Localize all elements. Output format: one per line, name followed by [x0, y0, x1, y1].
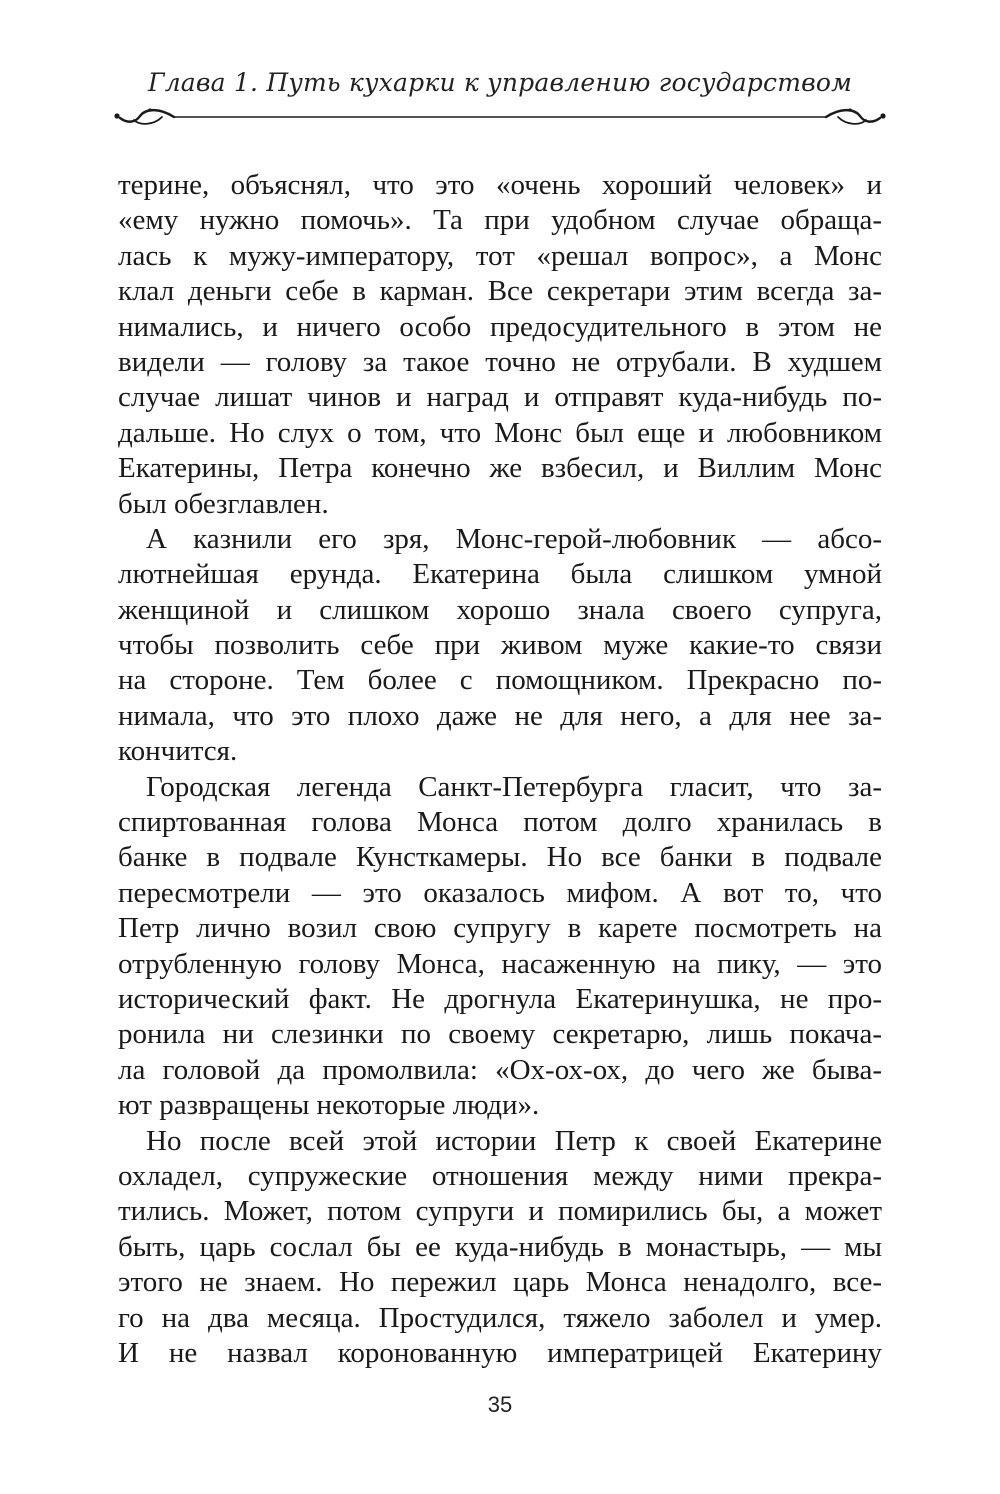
text-line: видели — голову за такое точно не отрубали. В худшем	[118, 345, 882, 378]
text-line: нимала, что это плохо даже не для него, а для нее за-	[118, 699, 882, 732]
running-header	[110, 60, 890, 130]
text-line: ют развращены некоторые люди».	[118, 1089, 540, 1122]
text-line: дальше. Но слух о том, что Монс был еще и любовником	[118, 416, 882, 449]
text-line: Петр лично возил свою супругу в карете посмотреть на	[118, 912, 882, 945]
text-line: ронила ни слезинки по своему секретарю, лишь покача-	[118, 1018, 882, 1051]
text-line: банке в подвале Кунсткамеры. Но все банки в подвале	[118, 841, 882, 874]
page-number: 35	[487, 1392, 513, 1417]
text-line: этого не знаем. Но пережил царь Монса ненадолго, все-	[118, 1266, 882, 1299]
text-line: исторический факт. Не дрогнула Екатеринушка, не про-	[118, 982, 882, 1015]
text-line: кончится.	[118, 735, 238, 768]
text-line: терине, объяснял, что это «очень хороший человек» и	[118, 169, 882, 201]
text-line: был обезглавлен.	[118, 487, 329, 520]
chapter-title: Глава 1. Путь кухарки к управлению государством	[147, 68, 853, 97]
text-line: пересмотрели — это оказалось мифом. А вот то, что	[118, 876, 882, 909]
text-line: нимались, и ничего особо предосудительного в этом не	[118, 310, 882, 343]
text-line: ла головой да промолвила: «Ох-ох-ох, до чего же быва-	[118, 1053, 882, 1086]
body-text	[118, 168, 882, 1371]
text-line: «ему нужно помочь». Та при удобном случае обраща-	[118, 204, 882, 237]
text-line: быть, царь сослал бы ее куда-нибудь в монастырь, — мы	[118, 1230, 882, 1263]
text-line: спиртованная голова Монса потом долго хранилась в	[118, 806, 882, 839]
text-line: чтобы позволить себе при живом муже какие-то связи	[118, 629, 882, 662]
text-line: А казнили его зря, Монс-герой-любовник — абсо-	[146, 522, 882, 555]
text-line: И не назвал коронованную императрицей Екатерину	[118, 1336, 882, 1369]
text-line: лютнейшая ерунда. Екатерина была слишком умной	[118, 558, 882, 591]
text-line: Городская легенда Санкт-Петербурга гласит, что за-	[146, 770, 882, 803]
text-line: женщиной и слишком хорошо знала своего супруга,	[118, 593, 882, 626]
text-line: на стороне. Тем более с помощником. Прекрасно по-	[118, 664, 882, 697]
text-line: отрубленную голову Монса, насаженную на пику, — это	[118, 947, 882, 980]
text-line: тились. Может, потом супруги и помирились бы, а может	[118, 1195, 882, 1228]
text-line: случае лишат чинов и наград и отправят куда-нибудь по-	[118, 381, 882, 414]
text-line: охладел, супружеские отношения между ними прекра-	[118, 1159, 882, 1192]
text-line: го на два месяца. Простудился, тяжело заболел и умер.	[118, 1301, 882, 1334]
ornamental-divider	[110, 104, 890, 130]
text-line: Но после всей этой истории Петр к своей Екатерине	[146, 1124, 882, 1157]
text-line: лась к мужу-императору, тот «решал вопрос», а Монс	[118, 239, 882, 272]
text-line: клал деньги себе в карман. Все секретари этим всегда за-	[118, 275, 882, 308]
text-line: Екатерины, Петра конечно же взбесил, и Виллим Монс	[118, 452, 882, 485]
